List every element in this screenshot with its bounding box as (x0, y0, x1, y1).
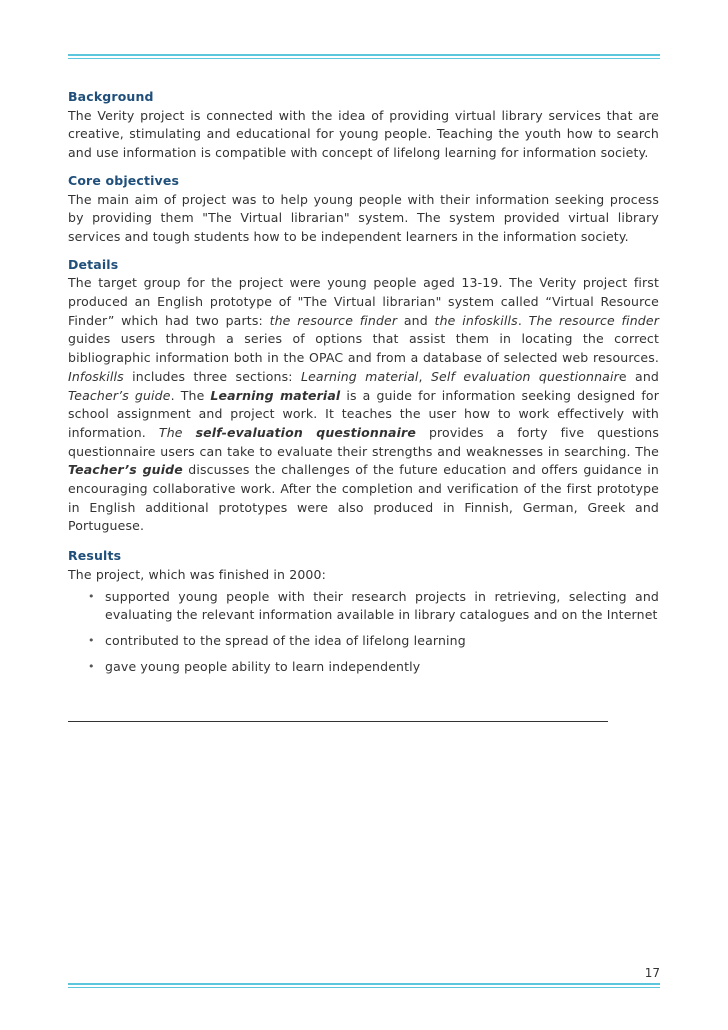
bullet-icon: • (88, 589, 95, 603)
page-number: 17 (644, 966, 660, 980)
paragraph-core-objectives: The main aim of project was to help young people with their information seeking process by providing them "The Virtual librarian" system. The system provided virtual library services and tough students how to be independent learners in the information society. (68, 191, 659, 244)
details-text: includes three sections: (123, 368, 301, 384)
details-emphasis: The resource finder (528, 312, 660, 328)
section-results (68, 547, 659, 676)
list-item-text: gave young people ability to learn independently (105, 658, 421, 674)
details-text: provides a forty five questions questionnaire users can take to evaluate their strengths and weaknesses in searching. The (68, 424, 660, 459)
details-text: discusses the challenges of the future education and offers guidance in encouraging collaborative work. After the completion and verification of the first prototype in English additional prototypes were also produced in Finnish, German, Greek and Portuguese. (68, 462, 659, 534)
list-item (68, 632, 659, 651)
details-strong-emphasis: self-evaluation questionnaire (195, 424, 416, 440)
bullet-icon: • (88, 633, 95, 647)
section-details (68, 256, 659, 537)
heading-results: Results (68, 548, 122, 564)
list-item (68, 588, 659, 625)
list-item-text: supported young people with their research projects in retrieving, selecting and evaluating the relevant information available in library catalogues and on the Internet (105, 588, 659, 623)
details-emphasis: Learning material (300, 368, 419, 384)
heading-details: Details (68, 256, 119, 272)
bullet-icon: • (88, 659, 95, 673)
details-emphasis: Infoskills (68, 368, 124, 384)
heading-background: Background (68, 89, 154, 104)
details-emphasis: The (158, 424, 183, 440)
details-text: . (517, 312, 529, 328)
section-core-objectives (68, 172, 659, 247)
paragraph-background: The Verity project is connected with the idea of providing virtual library services that are creative, stimulating and educational for young people. Teaching the youth how to search and use information is compatible with concept of lifelong learning for information society. (68, 107, 659, 161)
section-background (68, 88, 659, 163)
details-emphasis: the resource finder (269, 312, 398, 328)
page-content (68, 88, 659, 683)
results-intro: The project, which was finished in 2000: (68, 566, 327, 582)
details-emphasis: the infoskills (434, 312, 518, 328)
details-emphasis: Self evaluation questionnair (430, 368, 619, 384)
list-item-text: contributed to the spread of the idea of lifelong learning (105, 632, 466, 648)
content-end-rule (68, 721, 608, 722)
details-text: e and (618, 368, 660, 384)
details-strong-emphasis: Teacher’s guide (68, 462, 183, 478)
bottom-rule (68, 983, 660, 988)
heading-core-objectives: Core objectives (68, 172, 180, 188)
details-text: is a guide for information seeking designed for school assignment and project work. It teaches the user how to work effectively with information. (68, 387, 659, 440)
details-text: . The (170, 387, 211, 403)
top-rule (68, 54, 660, 59)
details-text (183, 425, 196, 440)
list-item (68, 658, 659, 677)
details-strong-emphasis: Learning material (210, 387, 341, 403)
details-text: , (418, 368, 431, 384)
details-text: The target group for the project were young people aged 13-19. The Verity project first produced an English prototype of "The Virtual librarian" system called “Virtual Resource Finder” which had two parts: (68, 275, 659, 328)
details-text: and (397, 312, 435, 328)
details-emphasis: Teacher’s guide (68, 387, 171, 403)
details-text: guides users through a series of options that assist them in locating the correct bibliographic information both in the OPAC and from a database of selected web resources. (68, 331, 659, 366)
paragraph-details (68, 274, 659, 536)
results-list (68, 588, 659, 677)
